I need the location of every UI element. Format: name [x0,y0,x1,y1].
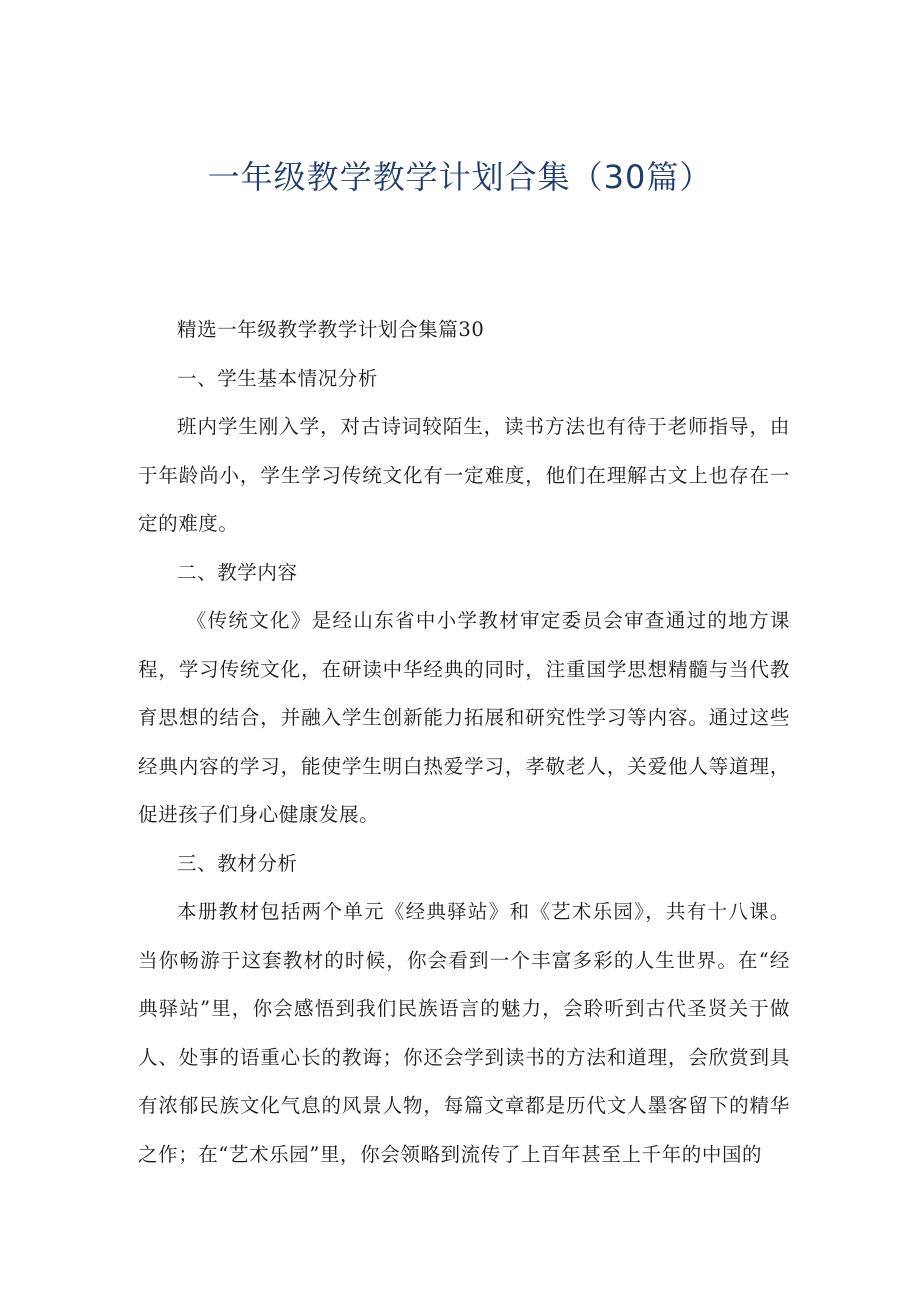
document-title: 一年级教学教学计划合集（30篇） [207,158,713,196]
paragraph-textbook-analysis: 本册教材包括两个单元《经典驿站》和《艺术乐园》，共有十八课。当你畅游于这套教材的时候，你会看到一个丰富多彩的人生世界。在“经典驿站”里，你会感悟到我们民族语言的魅力，会聆听到古代圣贤关于做人、处事的语重心长的教诲；你还会学到读书的方法和道理，会欣赏到具有浓郁民族文化气息的风景人物，每篇文章都是历代文人墨客留下的精华之作；在“艺术乐园”里，你会领略到流传了上百年甚至上千年的中国的 [138,900,790,1166]
document-body [138,306,790,1179]
section-heading-student-analysis: 一、学生基本情况分析 [177,366,379,390]
paragraph-student-analysis: 班内学生刚入学，对古诗词较陌生，读书方法也有待于老师指导，由于年龄尚小，学生学习传统文化有一定难度，他们在理解古文上也存在一定的难度。 [138,415,790,535]
paragraph-teaching-content: 《传统文化》是经山东省中小学教材审定委员会审查通过的地方课程，学习传统文化，在研读中华经典的同时，注重国学思想精髓与当代教育思想的结合，并融入学生创新能力拓展和研究性学习等内容。通过这些经典内容的学习，能使学生明白热爱学习，孝敬老人，关爱他人等道理，促进孩子们身心健康发展。 [138,609,790,826]
section-heading-textbook-analysis: 三、教材分析 [177,851,298,875]
subtitle-heading: 精选一年级教学教学计划合集篇30 [177,318,485,341]
section-heading-teaching-content: 二、教学内容 [177,560,298,584]
